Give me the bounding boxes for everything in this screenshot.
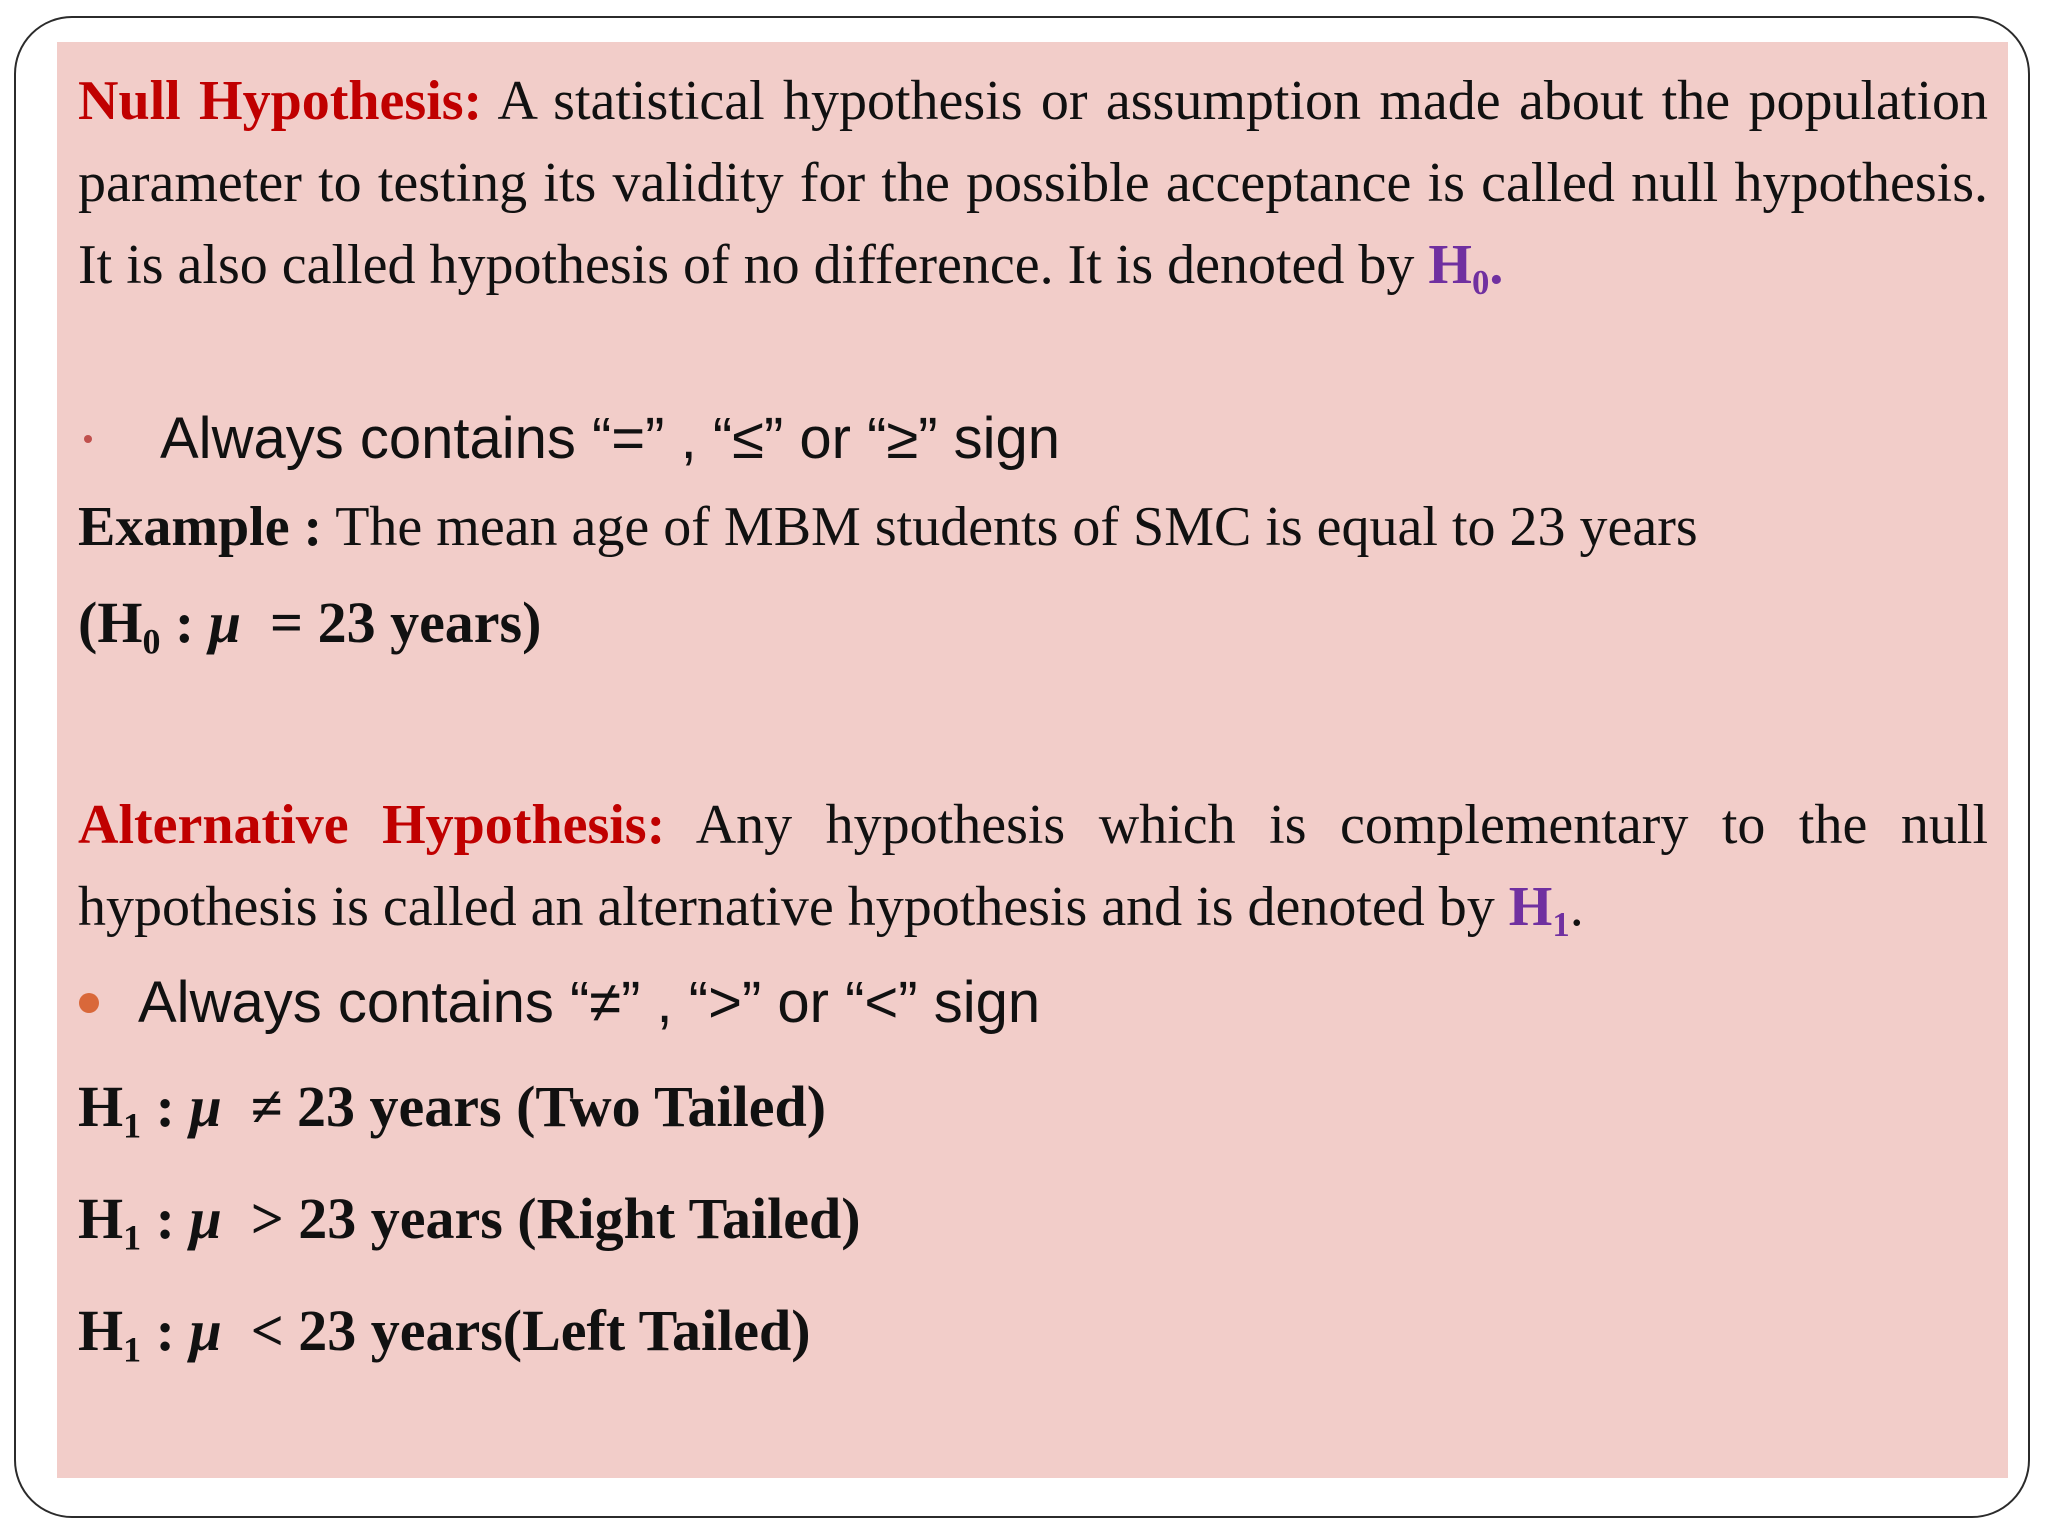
null-hypothesis-definition: A statistical hypothesis or assumption made about the population parameter to testing its validity for the possible acceptance is called null hypothesis. It is also called hypothesis of no difference. It is denoted by xyxy=(78,70,1989,296)
formula-right-tailed: $H_1$ : μ > 23 years (Right Tailed) xyxy=(78,1186,861,1258)
null-bullet-text: Always contains “=” , “≤” or “≥” sign xyxy=(160,406,1061,471)
alternative-bullet-text: Always contains “≠” , “>” or “<” sign xyxy=(138,970,1041,1035)
null-bullet xyxy=(78,404,1988,474)
bullet-dot-icon xyxy=(79,993,99,1013)
formula-two-tailed: $H_1$ : μ ≠ 23 years (Two Tailed) xyxy=(78,1074,827,1146)
null-hypothesis-text xyxy=(78,60,1988,306)
example-label: Example : xyxy=(78,496,323,558)
alternative-hypothesis-definition: Any hypothesis which is complementary to the null hypothesis is called an alternative hypothesis and is denoted by xyxy=(78,794,1988,938)
alternative-bullet xyxy=(78,968,1988,1038)
alternative-hypothesis-term: Alternative Hypothesis: xyxy=(78,794,666,856)
null-hypothesis-paragraph xyxy=(78,60,1988,306)
content-box xyxy=(57,42,2008,1478)
alternative-symbol: $H_1$ xyxy=(1508,876,1570,945)
formula-left-tailed: $H_1$ : μ < 23 years(Left Tailed) xyxy=(78,1298,811,1370)
null-formula: ($H_0$ : μ = 23 years) xyxy=(78,590,542,662)
null-hypothesis-term: Null Hypothesis: xyxy=(78,70,483,132)
bullet-dot-icon xyxy=(84,435,92,443)
example-text: The mean age of MBM students of SMC is equal to 23 years xyxy=(322,496,1698,558)
alternative-hypothesis-text: Alternative Hypothesis: Any hypothesis which is complementary to the null hypothesis is called an alternative hypothesis and is denoted by $H_1$. xyxy=(78,794,1988,945)
null-symbol: $H_0$. xyxy=(1428,234,1504,303)
alternative-hypothesis-paragraph xyxy=(78,784,1988,948)
example-line xyxy=(78,492,1988,562)
